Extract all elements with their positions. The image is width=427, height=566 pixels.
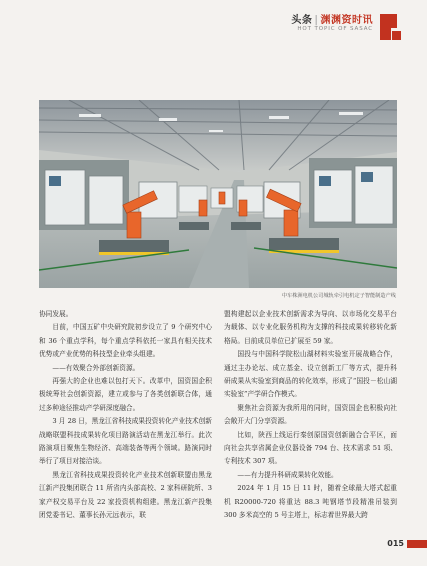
paragraph: 2024 年 1 月 15 日 11 时，随着全球最大塔式起重机 R20000-720 将重达 88.3 吨钢塔节段精准吊装到 300 多米高空的 5 号主塔上，标志着世界最大跨 (224, 484, 397, 520)
paragraph: 国投与中国科学院松山湖材料实验室开展战略合作，通过主办论坛、成立基金、设立创新工厂等方式，提升科研成果从实验室到商品的转化效率，形成了“国投－松山湖实验室”产学研合作模式。 (224, 350, 397, 399)
page-number: 015 (387, 539, 404, 548)
section-marker-tick (392, 31, 401, 40)
section-title-main: 头条 (291, 15, 313, 26)
section-title-column: 渊渊资时讯 (320, 15, 373, 26)
masthead (243, 9, 403, 43)
paragraph: 盟构建起以企业技术创新需求为导向、以市场化交易平台为载体、以专业化服务机构为支撑的科技成果转移转化新格局。目前成员单位已扩展至 59 家。 (224, 310, 397, 345)
photo-caption: 中车株洲电机公司城轨牵引电机定子智能制造产线 (281, 293, 396, 299)
article-column-left (39, 308, 212, 523)
section-title-separator: | (314, 15, 319, 26)
paragraph: 黑龙江省科技成果投资转化产业技术创新联盟由黑龙江新产投集团联合 11 所省内头部高校、2 家科研院所、3 家产权交易平台及 22 家投资机构组建。黑龙江新产投集团党委书记、董事长孙元远表示，联 (39, 470, 212, 520)
paragraph: 比如，陕西上线运行秦创原国资创新融合合平区，面向社会共享省属企业仪器设备 794 台、技术需求 51 项、专利技术 307 项。 (224, 430, 397, 466)
paragraph: 3 月 28 日，黑龙江省科技成果投资转化产业技术创新战略联盟科技成果转化项目路演活动在黑龙江举行。此次路演项目聚焦生物经济、高端装备等两个领域。路演同时举行了项目对接洽谈。 (39, 417, 212, 466)
subheading: ——有力提升科研成果转化效能。 (237, 470, 338, 479)
paragraph: 再强大的企业也难以包打天下。改革中，国资国企积极统筹社会创新资源，建立或参与了各类创新联合体，通过多种途径推动产学研深度融合。 (39, 377, 212, 412)
factory-photo (39, 100, 397, 288)
article-column-right (224, 308, 397, 523)
page-number-marker (407, 540, 427, 548)
paragraph: 协同发展。 (39, 310, 73, 318)
paragraph: 目前，中国五矿中央研究院初步设立了 9 个研究中心和 36 个重点学科，每个重点学科依托一家具有相关技术优势或产业优势的科技型企业牵头组建。 (39, 323, 212, 359)
subheading: ——有效聚合外部创新资源。 (52, 363, 140, 372)
paragraph: 聚焦社会资源为我所用的同时，国资国企也积极向社会敞开大门分享资源。 (224, 403, 397, 426)
section-subtitle: HOT TOPIC OF SASAC (297, 26, 373, 32)
factory-photo-illustration (39, 100, 397, 288)
section-title (291, 11, 373, 26)
